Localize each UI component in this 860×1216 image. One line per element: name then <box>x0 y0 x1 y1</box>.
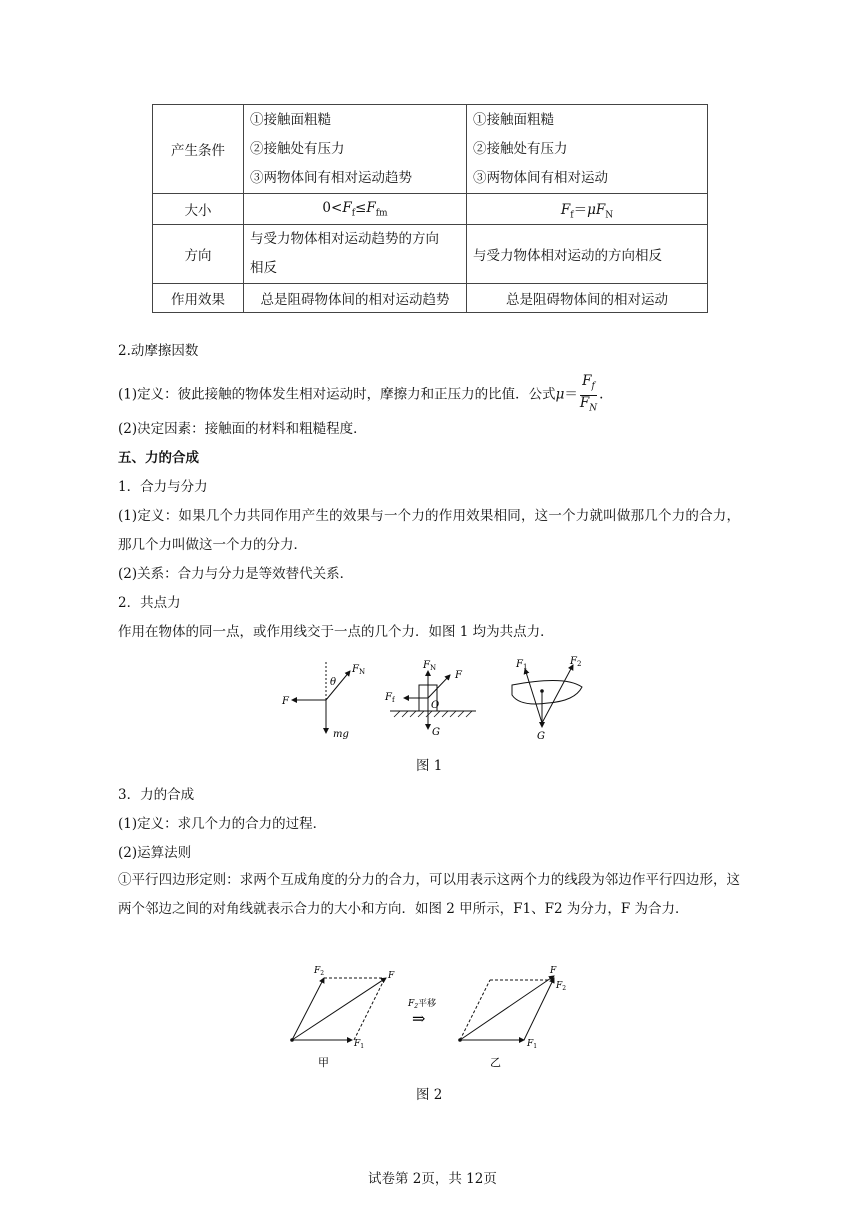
denominator: F <box>579 394 590 411</box>
force-label: $F_1$ <box>516 659 528 671</box>
row-header: 产生条件 <box>153 105 244 194</box>
force-label: $F_2$ <box>314 966 325 977</box>
arrow-symbol: ⇒ <box>412 1009 426 1028</box>
table-row <box>153 105 708 194</box>
static-cell: 总是阻碍物体间的相对运动趋势 <box>244 284 467 313</box>
fraction <box>580 374 597 416</box>
friction-comparison-table <box>152 104 708 313</box>
figure-2-caption: 图 2 <box>416 1087 443 1103</box>
static-cell <box>244 194 467 225</box>
force-label: $F_2$ <box>570 656 582 668</box>
shift-label: $F_2$平移 <box>408 999 437 1010</box>
concurrent-force-line: 作用在物体的同一点，或作用线交于一点的几个力．如图 1 均为共点力． <box>118 624 554 640</box>
static-cell <box>244 225 467 284</box>
row-header: 方向 <box>153 225 244 284</box>
cell-line: ②接触处有压力 <box>250 140 345 157</box>
equals-sign: ＝ <box>564 386 578 403</box>
table-row <box>153 284 708 313</box>
rule-line: (2)运算法则 <box>118 845 192 861</box>
definition-paragraph: (1)定义：如果几个力共同作用产生的效果与一个力的作用效果相同，这一个力就叫做那几个力的合力，那几个力叫做这一个力的分力． <box>118 508 740 553</box>
section-heading: 2.动摩擦因数 <box>118 343 199 359</box>
formula-part: f <box>351 208 356 219</box>
kinetic-cell: 总是阻碍物体间的相对运动 <box>467 284 708 313</box>
point-label: O <box>431 700 440 711</box>
denominator-sub: N <box>589 403 598 414</box>
table-row <box>153 225 708 284</box>
force-label: F <box>282 696 289 707</box>
parallelogram-paragraph: ①平行四边形定则：求两个互成角度的分力的合力，可以用表示这两个力的线段为邻边作平行四边形，这两个邻边之间的对角线就表示合力的大小和方向．如图 2 甲所示，F1、F2 为分力，F 为合力． <box>118 872 740 917</box>
kinetic-cell: 与受力物体相对运动的方向相反 <box>467 225 708 284</box>
formula-part: ＝ <box>573 201 588 218</box>
fig2-diagram-yi <box>458 966 566 1069</box>
force-label: G <box>432 727 440 738</box>
subsection-heading: 3．力的合成 <box>118 787 195 803</box>
table-row <box>153 194 708 225</box>
fig1-diagram-b <box>384 660 476 738</box>
numerator-sub: f <box>591 381 595 392</box>
page-footer: 试卷第 2页，共 12页 <box>368 1171 497 1187</box>
cell-line: ①接触面粗糙 <box>250 111 331 128</box>
force-label: mg <box>333 729 349 740</box>
force-label: $F_2$ <box>556 981 567 992</box>
cell-line: ③两物体间有相对运动 <box>473 169 608 186</box>
force-label: F <box>388 971 395 981</box>
formula-part: μF <box>587 201 606 218</box>
figure-2 <box>284 962 584 1072</box>
row-header: 大小 <box>153 194 244 225</box>
force-label: $F_f$ <box>385 692 395 704</box>
numerator: F <box>582 373 592 389</box>
kinetic-cell <box>467 194 708 225</box>
figure-1-caption: 图 1 <box>416 758 443 774</box>
formula-part: N <box>605 210 614 221</box>
formula-part: F <box>366 199 376 216</box>
static-cell <box>244 105 467 194</box>
force-label: $F_N$ <box>352 664 366 676</box>
row-header: 作用效果 <box>153 284 244 313</box>
relation-line: (2)关系：合力与分力是等效替代关系． <box>118 566 354 582</box>
subsection-heading: 1．合力与分力 <box>118 479 208 495</box>
subsection-heading: 2．共点力 <box>118 595 181 611</box>
formula-part: 0< <box>322 199 343 216</box>
period: . <box>599 386 604 403</box>
formula-part: f <box>570 210 574 221</box>
cell-line: ③两物体间有相对运动趋势 <box>250 169 412 186</box>
cell-line: 相反 <box>250 260 277 276</box>
formula-part: F <box>342 199 352 216</box>
figure-label: 甲 <box>318 1056 329 1069</box>
fig1-diagram-c <box>512 656 582 742</box>
formula-part: fm <box>375 208 388 219</box>
cell-line: ②接触处有压力 <box>473 140 568 157</box>
formula-part: ≤ <box>355 199 367 216</box>
factor-line: (2)决定因素：接触面的材料和粗糙程度． <box>118 421 367 437</box>
figure-1 <box>280 655 610 745</box>
formula-part: F <box>560 201 571 218</box>
mu-symbol: μ <box>555 386 565 403</box>
force-label: $F_1$ <box>354 1039 365 1050</box>
fig1-diagram-a <box>281 660 365 740</box>
fig2-shift-note <box>407 997 436 1028</box>
angle-label: θ <box>330 677 337 688</box>
cell-line: 与受力物体相对运动趋势的方向 <box>250 231 439 247</box>
definition-line <box>118 374 603 416</box>
cell-line: ①接触面粗糙 <box>473 111 554 128</box>
kinetic-cell <box>467 105 708 194</box>
force-label: G <box>537 731 545 742</box>
force-label: $F_N$ <box>423 660 437 672</box>
force-label: $F_1$ <box>527 1039 538 1050</box>
fig2-diagram-jia <box>290 966 395 1069</box>
definition-line: (1)定义：求几个力的合力的过程． <box>118 816 327 832</box>
force-label: F <box>550 966 557 976</box>
definition-text: (1)定义：彼此接触的物体发生相对运动时，摩擦力和正压力的比值．公式 <box>118 386 556 403</box>
force-label: F <box>455 670 462 681</box>
section-title: 五、力的合成 <box>118 450 199 466</box>
figure-label: 乙 <box>490 1056 501 1069</box>
